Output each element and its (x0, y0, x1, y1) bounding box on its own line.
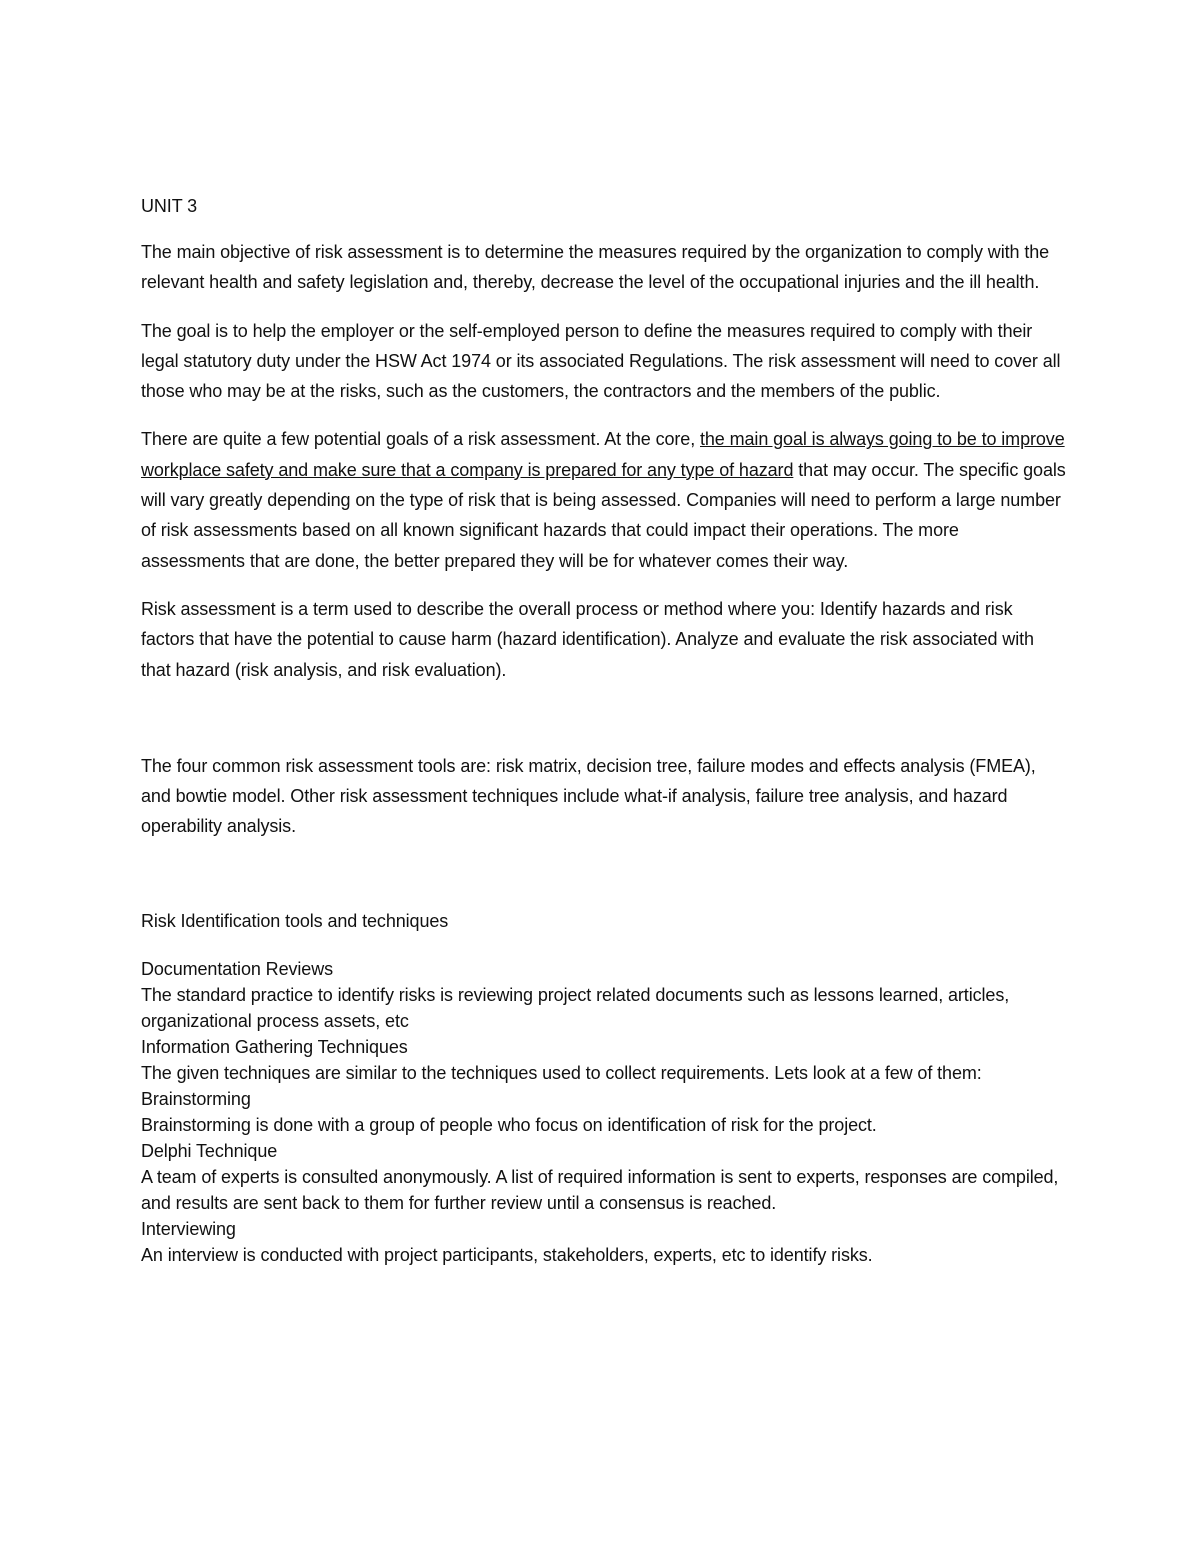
section-title: Risk Identification tools and techniques (141, 910, 449, 931)
list-item: Brainstorming is done with a group of people who focus on identification of risk for the project. (141, 1114, 877, 1135)
list-item: The standard practice to identify risks is reviewing project related documents such as lessons learned, articles, organizational process assets, etc (141, 984, 1010, 1031)
list-item: Brainstorming (141, 1088, 251, 1109)
list-item: Interviewing (141, 1218, 236, 1239)
paragraph-text: that may occur. The specific goals will vary greatly depending on the type of risk that is being assessed. Companies will need to perform a large number of risk assessments based on all known significant hazards that could impact their operations. The more assessments that are done, the better prepared they will be for whatever comes their way. (141, 459, 1066, 571)
list-item: Documentation Reviews (141, 958, 333, 979)
list-item: Information Gathering Techniques (141, 1036, 408, 1057)
underlined-text: the main goal is always going to be to improve workplace safety and make sure that a company is prepared for any type of hazard (141, 429, 1065, 480)
paragraph-definition: Risk assessment is a term used to describe the overall process or method where you: Identify hazards and risk factors that have the potential to cause harm (hazard identification). Analyze and evaluate the risk associated with that hazard (risk analysis, and risk evaluation). (141, 598, 1034, 680)
list-item: An interview is conducted with project participants, stakeholders, experts, etc to identify risks. (141, 1244, 873, 1265)
list-item: The given techniques are similar to the techniques used to collect requirements. Lets look at a few of them: (141, 1062, 982, 1083)
paragraph-text: There are quite a few potential goals of a risk assessment. At the core, (141, 429, 700, 450)
paragraph-goal: The goal is to help the employer or the self-employed person to define the measures required to comply with their legal statutory duty under the HSW Act 1974 or its associated Regulations. The risk assessment will need to cover all those who may be at the risks, such as the customers, the contractors and the members of the public. (141, 320, 1061, 402)
paragraph-potential-goals (141, 424, 1066, 575)
list-item: Delphi Technique (141, 1140, 278, 1161)
paragraph-tools: The four common risk assessment tools are: risk matrix, decision tree, failure modes and effects analysis (FMEA), and bowtie model. Other risk assessment techniques include what-if analysis, failure tree analysis, and hazard operability analysis. (141, 755, 1036, 837)
paragraph-objective: The main objective of risk assessment is to determine the measures required by the organization to comply with the relevant health and safety legislation and, thereby, decrease the level of the occupational injuries and the ill health. (141, 242, 1050, 293)
document-page (141, 193, 1066, 1268)
unit-title: UNIT 3 (141, 196, 198, 216)
techniques-list (141, 956, 1066, 1268)
list-item: A team of experts is consulted anonymously. A list of required information is sent to experts, responses are compiled, and results are sent back to them for further review until a consensus is reached. (141, 1166, 1059, 1213)
